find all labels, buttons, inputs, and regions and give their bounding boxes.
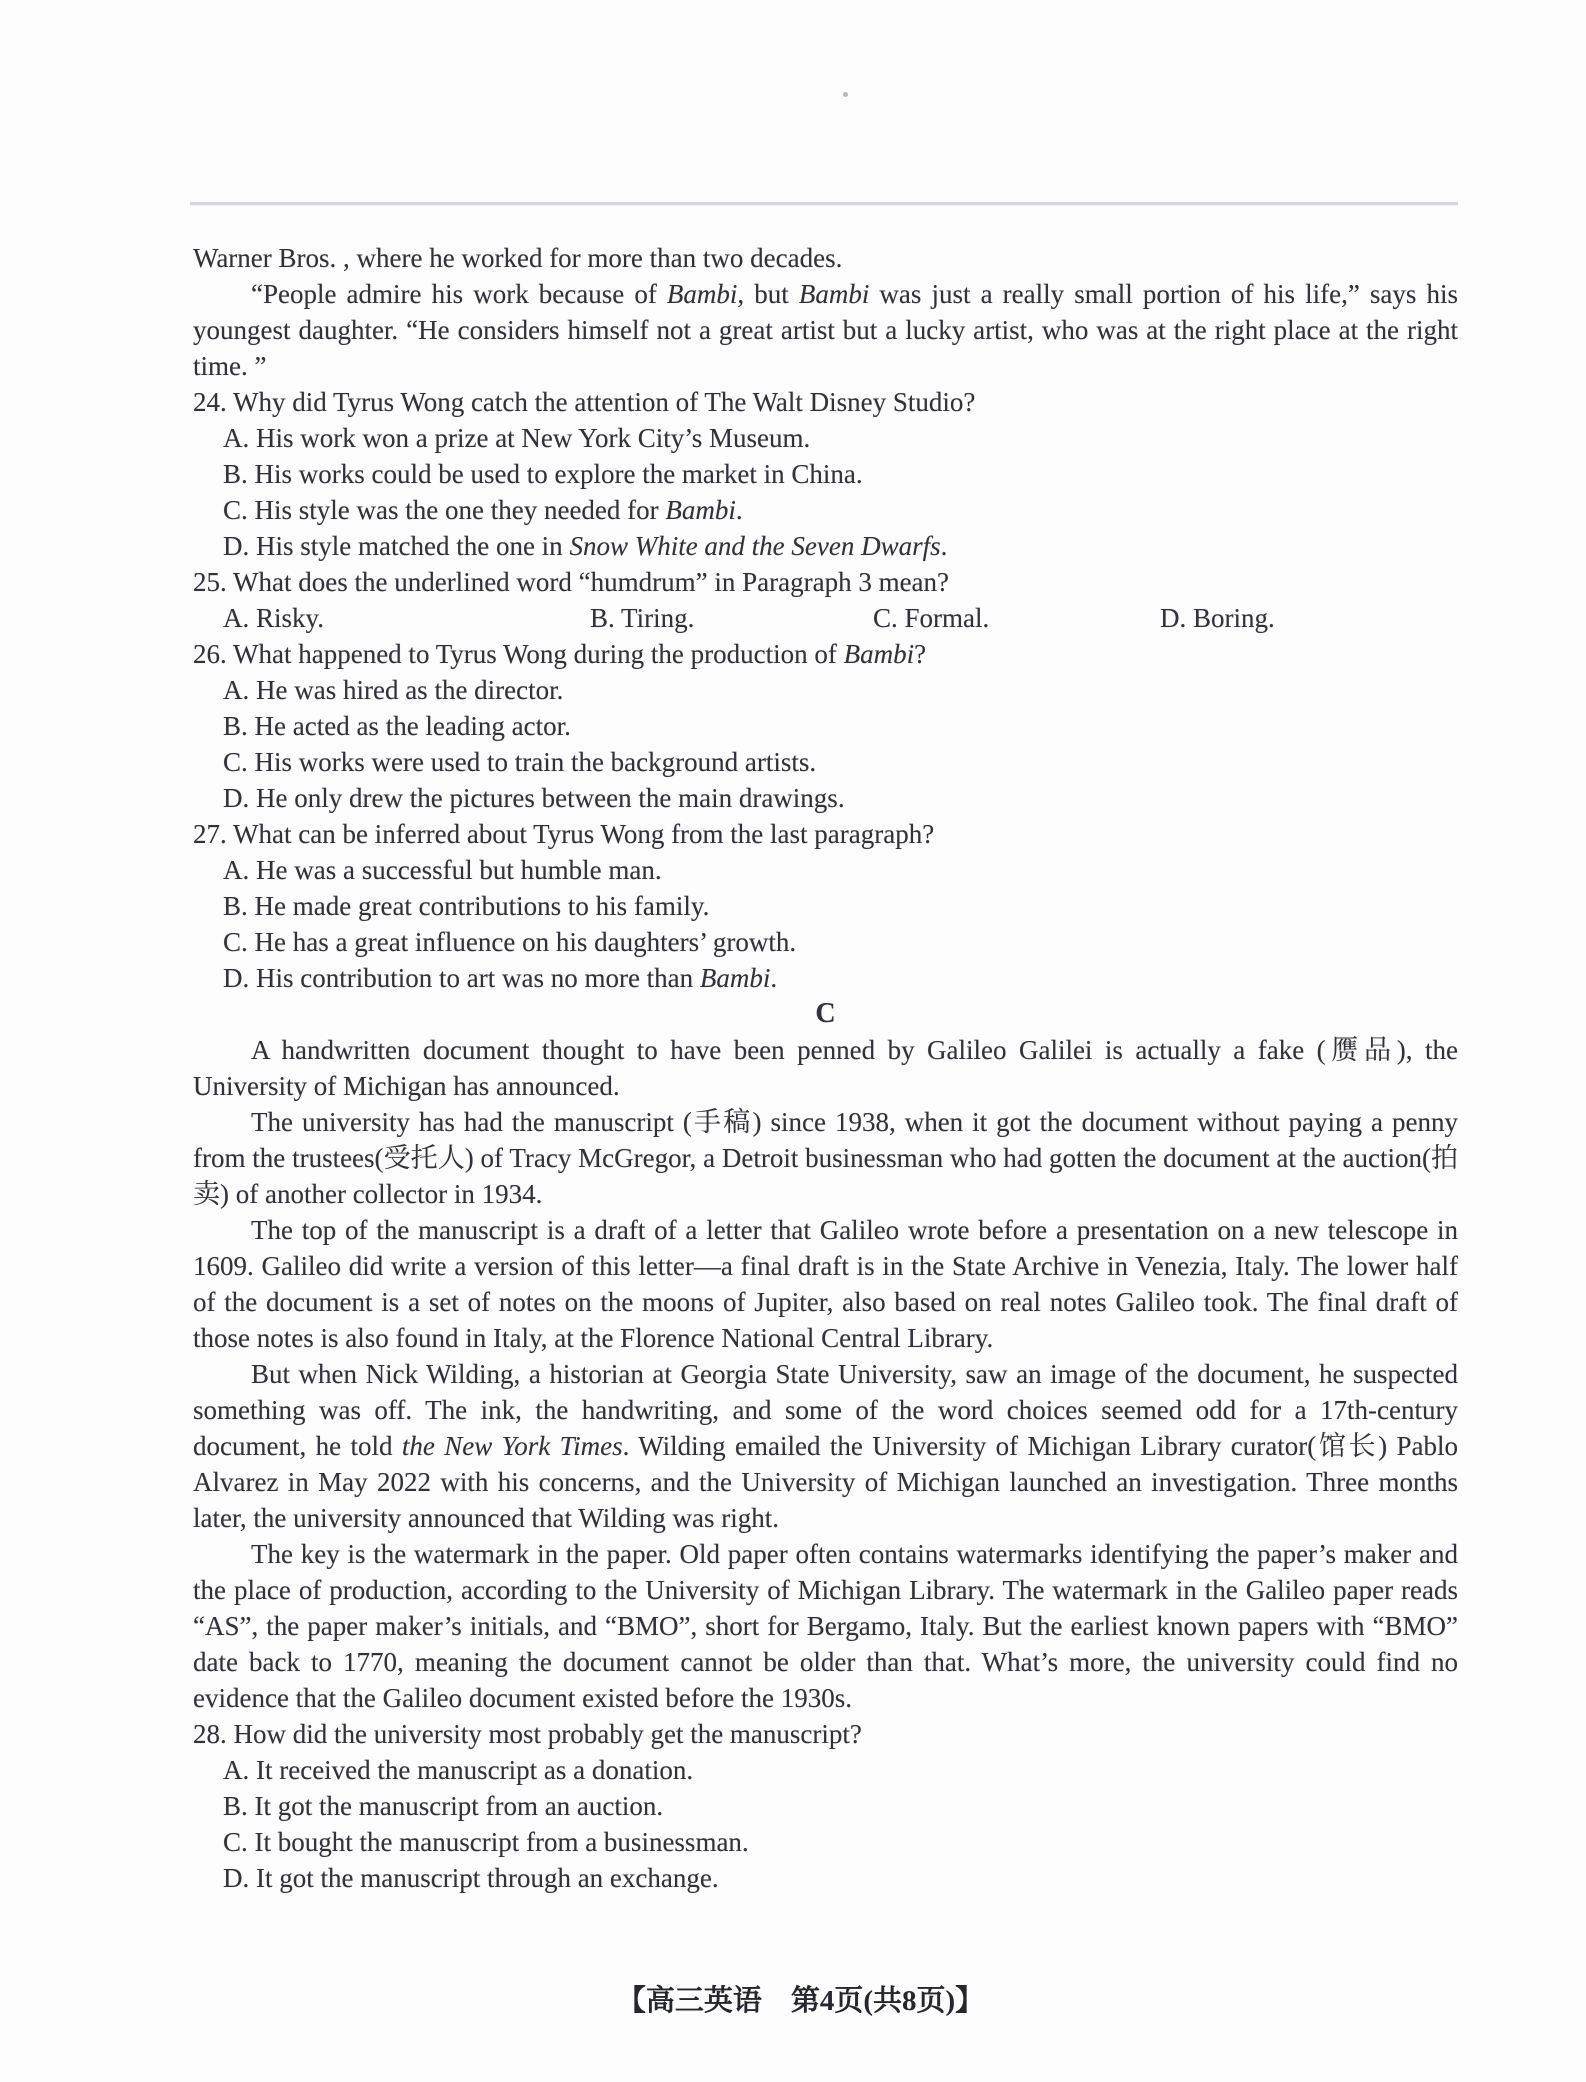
question-25-option-D [1160,600,1458,636]
text-run: He acted as the leading actor. [254,711,571,741]
text-run: It got the manuscript from an auction. [254,1791,664,1821]
reading-b-paragraph-2 [193,276,1458,384]
text-run: Tiring. [621,603,695,633]
text-run: Risky. [256,603,325,633]
passage-c-paragraph-2 [193,1104,1458,1212]
option-label: A. [223,675,256,705]
text-run: . Wilding emailed the University of Michigan Library curator(馆长) Pablo Alvarez in May 2022 with his concerns, and the University of Michigan launched an investigation. Three months later, the university announced that Wilding was right. [193,1431,1458,1533]
passage-c-paragraph-3 [193,1212,1458,1356]
option-label: B. [223,891,255,921]
option-label: D. [223,1863,256,1893]
question-25-option-A [223,600,590,636]
text-run: Why did Tyrus Wong catch the attention of The Walt Disney Studio? [233,387,976,417]
text-run: . [735,495,743,525]
text-run: . [770,963,778,993]
text-run: What happened to Tyrus Wong during the production of [233,639,844,669]
text-run: . [940,531,948,561]
text-run: It bought the manuscript from a businessman. [254,1827,749,1857]
question-26-option-B [193,708,1458,744]
text-run: His works could be used to explore the market in China. [254,459,863,489]
option-label: D. [223,531,256,561]
text-run: His style matched the one in [256,531,570,561]
text-run: The university has had the manuscript (手稿) since 1938, when it got the document without paying a penny from the trustees(受托人) of Tracy McGregor, a Detroit businessman who had gotten the document at the auction(拍卖) of another collector in 1934. [193,1107,1458,1209]
italic-text: Bambi [666,279,738,309]
question-27-stem [193,816,1458,852]
passage-c-paragraph-5 [193,1536,1458,1716]
question-27-option-B [193,888,1458,924]
italic-text: Bambi [798,279,870,309]
passage-c-paragraph-4 [193,1356,1458,1536]
question-24-option-C [193,492,1458,528]
text-run: It received the manuscript as a donation. [256,1755,694,1785]
question-24-option-D [193,528,1458,564]
option-label: B. [223,1791,255,1821]
option-label: C. [223,927,255,957]
italic-text: Bambi [665,495,736,525]
option-label: C. [873,603,905,633]
italic-text: Snow White and the Seven Dwarfs [569,531,941,561]
option-label: A. [223,1755,256,1785]
passage-c [193,1032,1458,1716]
text-run: ? [914,639,927,669]
text-run: The top of the manuscript is a draft of a letter that Galileo wrote before a presentation on a new telescope in 1609. Galileo did write a version of this letter—a final draft is in the State Archive in Venezia, Italy. The lower half of the document is a set of notes on the moons of Jupiter, also based on real notes Galileo took. The final draft of those notes is also found in Italy, at the Florence National Central Library. [193,1215,1458,1353]
question-26-stem [193,636,1458,672]
question-28-option-B [193,1788,1458,1824]
text-run: , but [737,279,799,309]
option-label: C. [223,1827,255,1857]
option-label: C. [223,747,255,777]
text-run: Formal. [904,603,990,633]
text-run: It got the manuscript through an exchange. [256,1863,719,1893]
reading-section-b-tail [193,240,1458,996]
passage-c-paragraph-1 [193,1032,1458,1104]
reading-b-paragraph-1 [193,240,1458,276]
text-run: But when Nick Wilding, a historian at Georgia State University, saw an image of the document, he suspected something was off. The ink, the handwriting, and some of the word choices seemed odd for a 17th-century document, he told [193,1359,1458,1461]
text-run: Boring. [1193,603,1275,633]
text-run: How did the university most probably get the manuscript? [233,1719,862,1749]
header-divider-line [190,202,1458,205]
text-run: He was hired as the director. [256,675,564,705]
text-run: His works were used to train the background artists. [254,747,817,777]
text-run: was just a really small portion of his life,” says his youngest daughter. “He considers himself not a great artist but a lucky artist, who was at the right place at the right time. ” [193,279,1458,381]
option-label: B. [223,459,255,489]
text-run: He made great contributions to his family. [254,891,710,921]
option-label: B. [590,603,622,633]
question-28-stem [193,1716,1458,1752]
question-25-stem [193,564,1458,600]
question-26-option-A [193,672,1458,708]
question-28-option-D [193,1860,1458,1896]
page-footer: 【高三英语 第4页(共8页)】 [616,1985,985,2017]
italic-text: Bambi [843,639,915,669]
italic-text: the New York Times [401,1431,623,1461]
question-28-option-A [193,1752,1458,1788]
question-28-number: 28. [193,1719,234,1749]
question-27-option-D [193,960,1458,996]
question-24-number: 24. [193,387,234,417]
question-25-options-row [193,600,1458,636]
question-26-number: 26. [193,639,234,669]
text-run: The key is the watermark in the paper. Old paper often contains watermarks identifying the paper’s maker and the place of production, according to the University of Michigan Library. The watermark in the Galileo paper reads “AS”, the paper maker’s initials, and “BMO”, short for Bergamo, Italy. But the earliest known papers with “BMO” date back to 1770, meaning the document cannot be older than that. What’s more, the university could find no evidence that the Galileo document existed before the 1930s. [193,1539,1458,1713]
question-27-option-A [193,852,1458,888]
question-28-option-C [193,1824,1458,1860]
questions-c [193,1716,1458,1896]
question-24-stem [193,384,1458,420]
question-24-option-A [193,420,1458,456]
question-26-option-C [193,744,1458,780]
question-26-option-D [193,780,1458,816]
question-25-option-C [873,600,1160,636]
option-label: D. [223,783,256,813]
question-27-option-C [193,924,1458,960]
option-label: A. [223,855,256,885]
text-run: His style was the one they needed for [254,495,666,525]
text-run: His contribution to art was no more than [256,963,700,993]
italic-text: Bambi [699,963,771,993]
text-run: Warner Bros. , where he worked for more than two decades. [193,243,843,273]
question-25-option-B [590,600,873,636]
page-content [193,240,1458,1896]
text-run: He was a successful but humble man. [256,855,662,885]
option-label: B. [223,711,255,741]
scan-artifact-dot [843,92,848,97]
option-label: D. [223,963,256,993]
section-c-label: C [815,998,836,1029]
option-label: A. [223,603,256,633]
option-label: A. [223,423,256,453]
text-run: He has a great influence on his daughters’ growth. [254,927,797,957]
text-run: “People admire his work because of [251,279,667,309]
text-run: He only drew the pictures between the main drawings. [256,783,845,813]
option-label: C. [223,495,255,525]
text-run: What does the underlined word “humdrum” in Paragraph 3 mean? [233,567,950,597]
question-27-number: 27. [193,819,234,849]
option-label: D. [1160,603,1193,633]
text-run: A handwritten document thought to have been penned by Galileo Galilei is actually a fake (赝品), the University of Michigan has announced. [193,1035,1458,1101]
text-run: His work won a prize at New York City’s Museum. [256,423,811,453]
question-24-option-B [193,456,1458,492]
text-run: What can be inferred about Tyrus Wong from the last paragraph? [233,819,935,849]
question-25-number: 25. [193,567,234,597]
